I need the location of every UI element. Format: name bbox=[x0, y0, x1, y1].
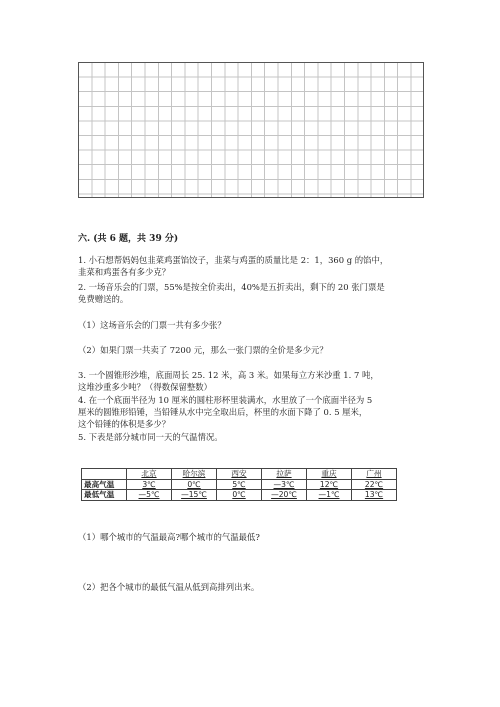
question-1-line-2: 韭菜和鸡蛋各有多少克？ bbox=[78, 267, 171, 277]
table-row bbox=[82, 479, 397, 490]
row-label: 最高气温 bbox=[82, 479, 127, 490]
section-title: 六. (共 6 题，共 39 分) bbox=[78, 234, 179, 244]
table-cell: —15℃ bbox=[172, 490, 217, 501]
temperature-table bbox=[81, 468, 397, 501]
question-4-line-2: 厘米的圆锥形铅锤，当铅锤从水中完全取出后，杯里的水面下降了 0. 5 厘米， bbox=[78, 407, 368, 417]
table-cell: 5℃ bbox=[217, 479, 262, 490]
question-3-line-1: 3. 一个圆锥形沙堆，底面周长 25. 12 米，高 3 米。如果每立方米沙重 1. 7 吨， bbox=[78, 370, 379, 380]
table-cell: 12℃ bbox=[307, 479, 352, 490]
question-5-part-1: （1）哪个城市的气温最高?哪个城市的气温最低? bbox=[78, 532, 260, 542]
table-cell: —3℃ bbox=[262, 479, 307, 490]
question-2-line-2: 免费赠送的。 bbox=[78, 294, 129, 304]
question-1-line-1: 1. 小石想帮妈妈包韭菜鸡蛋馅饺子，韭菜与鸡蛋的质量比是 2：1，360 g 的馅中， bbox=[78, 255, 389, 265]
table-cell: 22℃ bbox=[352, 479, 397, 490]
city-header: 哈尔滨 bbox=[172, 469, 217, 480]
city-header: 北京 bbox=[127, 469, 172, 480]
table-cell: 0℃ bbox=[172, 479, 217, 490]
question-4-line-3: 这个铅锤的体积是多少？ bbox=[78, 419, 171, 429]
table-cell: 3℃ bbox=[127, 479, 172, 490]
city-header: 拉萨 bbox=[262, 469, 307, 480]
table-corner-cell bbox=[82, 469, 127, 480]
table-cell: —20℃ bbox=[262, 490, 307, 501]
question-2-line-1: 2. 一场音乐会的门票，55%是按全价卖出，40%是五折卖出，剩下的 20 张门票是 bbox=[78, 282, 385, 292]
table-cell: —1℃ bbox=[307, 490, 352, 501]
question-2-part-1: （1）这场音乐会的门票一共有多少张？ bbox=[78, 320, 226, 330]
question-5-line-1: 5. 下表是部分城市同一天的气温情况。 bbox=[78, 432, 223, 442]
table-header-row bbox=[82, 469, 397, 480]
table-cell: —5℃ bbox=[127, 490, 172, 501]
table-cell: 13℃ bbox=[352, 490, 397, 501]
city-header: 重庆 bbox=[307, 469, 352, 480]
city-header: 广州 bbox=[352, 469, 397, 480]
question-3-line-2: 这堆沙重多少吨？（得数保留整数） bbox=[78, 382, 212, 392]
city-header: 西安 bbox=[217, 469, 262, 480]
table-row bbox=[82, 490, 397, 501]
question-2-part-2: （2）如果门票一共卖了 7200 元，那么一张门票的全价是多少元？ bbox=[78, 345, 328, 355]
writing-grid bbox=[78, 62, 424, 198]
question-4-line-1: 4. 在一个底面半径为 10 厘米的圆柱形杯里装满水，水里放了一个底面半径为 5 bbox=[78, 395, 373, 405]
question-5-part-2: （2）把各个城市的最低气温从低到高排列出来。 bbox=[78, 582, 260, 592]
table-cell: 0℃ bbox=[217, 490, 262, 501]
row-label: 最低气温 bbox=[82, 490, 127, 501]
